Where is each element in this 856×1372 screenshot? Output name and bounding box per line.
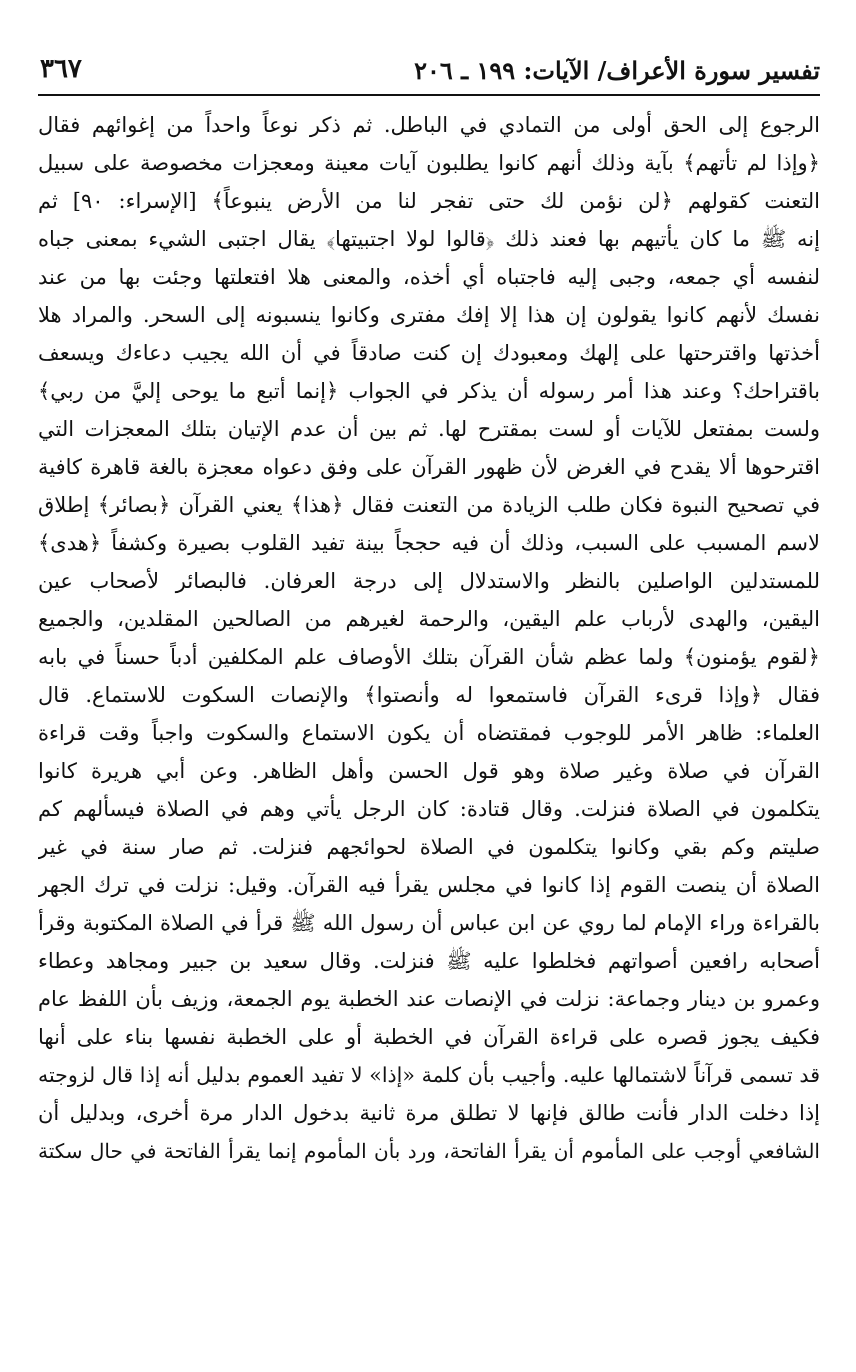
text-line: بالقراءة وراء الإمام لما روي عن ابن عباس أن رسول الله ﷺ قرأ في الصلاة المكتوبة وقرأ xyxy=(38,911,820,935)
text-line: وعمرو بن دينار وجماعة: نزلت في الإنصات عند الخطبة يوم الجمعة، وزيف بأن اللفظ عام xyxy=(38,987,820,1011)
text-line: قد تسمى قرآناً لاشتمالها عليه. وأجيب بأن كلمة «إذا» لا تفيد العموم بدليل أنه إذا قال لزوجته xyxy=(38,1063,820,1087)
text-line: يتكلمون في الصلاة فنزلت. وقال قتادة: كان الرجل يأتي وهم في الصلاة فيسألهم كم xyxy=(38,797,820,821)
text-line: إنه ﷺ ما كان يأتيهم بها فعند ذلك ﴿قالوا لولا اجتبيتها﴾ يقال اجتبى الشيء بمعنى جباه xyxy=(38,227,820,251)
text-line: أصحابه رافعين أصواتهم فخلطوا عليه ﷺ فنزلت. وقال سعيد بن جبير ومجاهد وعطاء xyxy=(38,949,820,973)
text-line: لنفسه أي جمعه، وجبى إليه فاجتباه أي أخذه، والمعنى هلا افتعلتها وجئت بها من عند xyxy=(38,265,820,289)
body-text xyxy=(38,106,820,1170)
text-line: للمستدلين الواصلين بالنظر والاستدلال إلى درجة العرفان. فالبصائر لأصحاب عين xyxy=(38,569,820,593)
text-line: اليقين، والهدى لأرباب علم اليقين، والرحمة لغيرهم من الصالحين المقلدين، والجميع xyxy=(38,607,820,631)
page xyxy=(38,50,820,1350)
text-line: لاسم المسبب على السبب، وذلك أن فيه حججاً بينة تفيد القلوب بصيرة وكشفاً ﴿هدى﴾ xyxy=(38,531,820,555)
text-line: ﴿لقوم يؤمنون﴾ ولما عظم شأن القرآن بتلك الأوصاف علم المكلفين أدباً حسناً في بابه xyxy=(38,645,820,669)
text-line: الرجوع إلى الحق أولى من التمادي في الباطل. ثم ذكر نوعاً واحداً من إغوائهم فقال xyxy=(38,113,820,137)
text-line: القرآن في صلاة وغير صلاة وهو قول الحسن وأهل الظاهر. وعن أبي هريرة كانوا xyxy=(38,759,820,783)
text-line: التعنت كقولهم ﴿لن نؤمن لك حتى تفجر لنا من الأرض ينبوعاً﴾ [الإسراء: ٩٠] ثم xyxy=(38,189,820,213)
running-title: تفسير سورة الأعراف/ الآيات: ١٩٩ ـ ٢٠٦ xyxy=(414,56,820,85)
text-line: إذا دخلت الدار فأنت طالق فإنها لا تطلق مرة ثانية بدخول الدار مرة أخرى، وبدليل أن xyxy=(38,1101,820,1125)
text-line: فكيف يجوز قصره على قراءة القرآن في الخطبة أو على الخطبة نفسها بناء على أنها xyxy=(38,1025,820,1049)
text-line: ﴿وإذا لم تأتهم﴾ بآية وذلك أنهم كانوا يطلبون آيات معينة ومعجزات مخصوصة على سبيل xyxy=(38,151,820,175)
text-line: العلماء: ظاهر الأمر للوجوب فمقتضاه أن يكون الاستماع والسكوت واجباً وقت قراءة xyxy=(38,721,820,745)
text-line: الشافعي أوجب على المأموم أن يقرأ الفاتحة، ورد بأن المأموم إنما يقرأ الفاتحة في حال سكتة xyxy=(38,1139,820,1163)
text-line: نفسك لأنهم كانوا يقولون إن هذا إلا إفك مفترى وكانوا ينسبونه إلى السحر. والمراد هلا xyxy=(38,303,820,327)
text-line: باقتراحك؟ وعند هذا أمر رسوله أن يذكر في الجواب ﴿إنما أتبع ما يوحى إليَّ من ربي﴾ xyxy=(38,379,820,403)
text-line: في تصحيح النبوة فكان طلب الزيادة من التعنت فقال ﴿هذا﴾ يعني القرآن ﴿بصائر﴾ إطلاق xyxy=(38,493,820,517)
text-line: صليتم وكم بقي وكانوا يتكلمون في الصلاة لحوائجهم فنزلت. ثم صار سنة في غير xyxy=(38,835,820,859)
page-header xyxy=(38,50,820,96)
text-line: أخذتها واقترحتها على إلهك ومعبودك إن كنت صادقاً في أن الله يجيب دعاءك ويسعف xyxy=(38,341,820,365)
text-line: اقترحوها ألا يقدح في الغرض لأن ظهور القرآن على وفق دعواه معجزة بالغة قاهرة كافية xyxy=(38,455,820,479)
text-line: ولست بمفتعل للآيات أو لست بمقترح لها. ثم بين أن عدم الإتيان بتلك المعجزات التي xyxy=(38,417,820,441)
text-line: الصلاة أن ينصت القوم إذا كانوا في مجلس يقرأ فيه القرآن. وقيل: نزلت في ترك الجهر xyxy=(38,873,820,897)
page-number: ٣٦٧ xyxy=(40,54,82,84)
text-line: فقال ﴿وإذا قرىء القرآن فاستمعوا له وأنصتوا﴾ والإنصات السكوت للاستماع. قال xyxy=(38,683,820,707)
